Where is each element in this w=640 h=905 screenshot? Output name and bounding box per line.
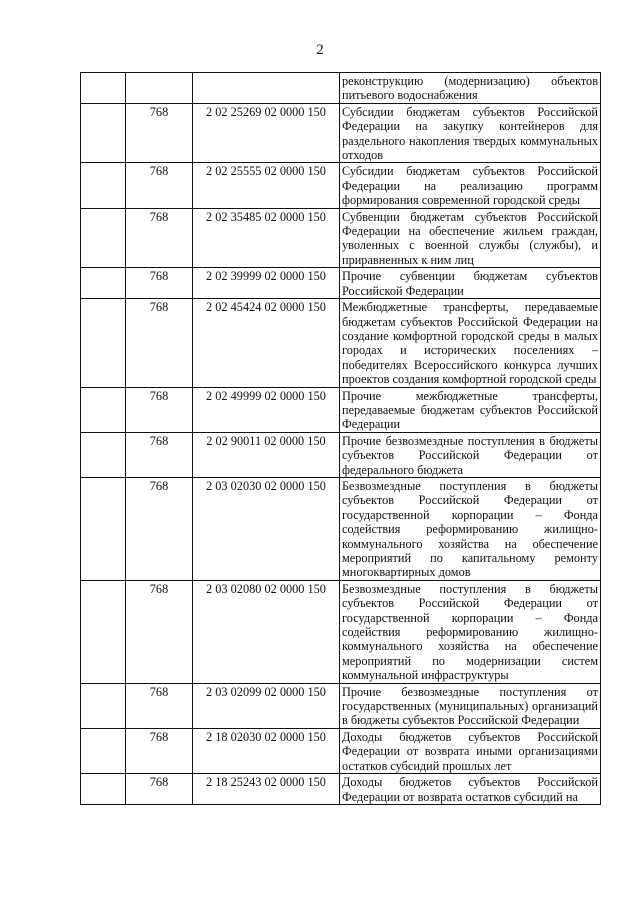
empty-cell: [81, 208, 126, 268]
revenue-code-cell: 2 02 25269 02 0000 150: [193, 103, 340, 163]
table-row: [81, 580, 601, 683]
revenue-name-cell: Межбюджетные трансферты, передаваемые бюджетам субъектов Российской Федерации на создание комфортной городской среды в малых городах и исторических поселениях – победителях Всероссийского конкурса лучших проектов создания комфортной городской среды: [340, 299, 601, 387]
revenue-code-cell: [193, 73, 340, 104]
admin-code-cell: [126, 73, 193, 104]
admin-code-cell: 768: [126, 268, 193, 299]
empty-cell: [81, 163, 126, 208]
table-row: [81, 73, 601, 104]
admin-code-cell: 768: [126, 432, 193, 477]
table-row: [81, 387, 601, 432]
revenue-name-cell: Доходы бюджетов субъектов Российской Федерации от возврата иными организациями остатков субсидий прошлых лет: [340, 728, 601, 773]
revenue-code-cell: 2 02 35485 02 0000 150: [193, 208, 340, 268]
table-row: [81, 728, 601, 773]
revenue-code-cell: 2 02 49999 02 0000 150: [193, 387, 340, 432]
revenue-name-cell: Субвенции бюджетам субъектов Российской Федерации на обеспечение жильем граждан, уволенных с военной службы (службы), и приравненных к ним лиц: [340, 208, 601, 268]
table-row: [81, 477, 601, 580]
revenue-name-cell: Прочие безвозмездные поступления от государственных (муниципальных) организаций в бюджеты субъектов Российской Федерации: [340, 683, 601, 728]
table-row: [81, 103, 601, 163]
revenue-code-cell: 2 02 39999 02 0000 150: [193, 268, 340, 299]
revenue-name-cell: Прочие межбюджетные трансферты, передаваемые бюджетам субъектов Российской Федерации: [340, 387, 601, 432]
revenue-name-cell: Прочие субвенции бюджетам субъектов Российской Федерации: [340, 268, 601, 299]
revenue-name-cell: Безвозмездные поступления в бюджеты субъектов Российской Федерации от государственной корпорации – Фонда содействия реформированию жилищно-коммунального хозяйства на обеспечение мероприятий по модернизации систем коммунальной инфраструктуры: [340, 580, 601, 683]
table-row: [81, 208, 601, 268]
empty-cell: [81, 387, 126, 432]
admin-code-cell: 768: [126, 387, 193, 432]
revenue-code-cell: 2 03 02030 02 0000 150: [193, 477, 340, 580]
empty-cell: [81, 73, 126, 104]
empty-cell: [81, 432, 126, 477]
admin-code-cell: 768: [126, 580, 193, 683]
empty-cell: [81, 728, 126, 773]
revenue-name-cell: Безвозмездные поступления в бюджеты субъектов Российской Федерации от государственной корпорации – Фонда содействия реформированию жилищно-коммунального хозяйства на обеспечение мероприятий по капитальному ремонту многоквартирных домов: [340, 477, 601, 580]
revenue-name-cell: Прочие безвозмездные поступления в бюджеты субъектов Российской Федерации от федерального бюджета: [340, 432, 601, 477]
page-number: 2: [316, 42, 324, 58]
revenue-name-cell: реконструкцию (модернизацию) объектов питьевого водоснабжения: [340, 73, 601, 104]
revenue-name-cell: Субсидии бюджетам субъектов Российской Федерации на реализацию программ формирования современной городской среды: [340, 163, 601, 208]
empty-cell: [81, 103, 126, 163]
table-row: [81, 299, 601, 387]
revenue-code-cell: 2 03 02099 02 0000 150: [193, 683, 340, 728]
table-row: [81, 683, 601, 728]
admin-code-cell: 768: [126, 208, 193, 268]
table-row: [81, 774, 601, 805]
revenue-codes-table: [80, 72, 601, 805]
table-body: [81, 73, 601, 805]
empty-cell: [81, 580, 126, 683]
revenue-code-cell: 2 02 45424 02 0000 150: [193, 299, 340, 387]
revenue-code-cell: 2 18 25243 02 0000 150: [193, 774, 340, 805]
admin-code-cell: 768: [126, 683, 193, 728]
revenue-name-cell: Доходы бюджетов субъектов Российской Федерации от возврата остатков субсидий на: [340, 774, 601, 805]
empty-cell: [81, 774, 126, 805]
revenue-code-cell: 2 02 25555 02 0000 150: [193, 163, 340, 208]
revenue-code-cell: 2 18 02030 02 0000 150: [193, 728, 340, 773]
admin-code-cell: 768: [126, 103, 193, 163]
empty-cell: [81, 299, 126, 387]
admin-code-cell: 768: [126, 728, 193, 773]
admin-code-cell: 768: [126, 477, 193, 580]
empty-cell: [81, 477, 126, 580]
admin-code-cell: 768: [126, 299, 193, 387]
empty-cell: [81, 268, 126, 299]
revenue-code-cell: 2 02 90011 02 0000 150: [193, 432, 340, 477]
table-row: [81, 268, 601, 299]
revenue-code-cell: 2 03 02080 02 0000 150: [193, 580, 340, 683]
table-row: [81, 432, 601, 477]
admin-code-cell: 768: [126, 774, 193, 805]
empty-cell: [81, 683, 126, 728]
revenue-name-cell: Субсидии бюджетам субъектов Российской Федерации на закупку контейнеров для раздельного накопления твердых коммунальных отходов: [340, 103, 601, 163]
admin-code-cell: 768: [126, 163, 193, 208]
table-row: [81, 163, 601, 208]
